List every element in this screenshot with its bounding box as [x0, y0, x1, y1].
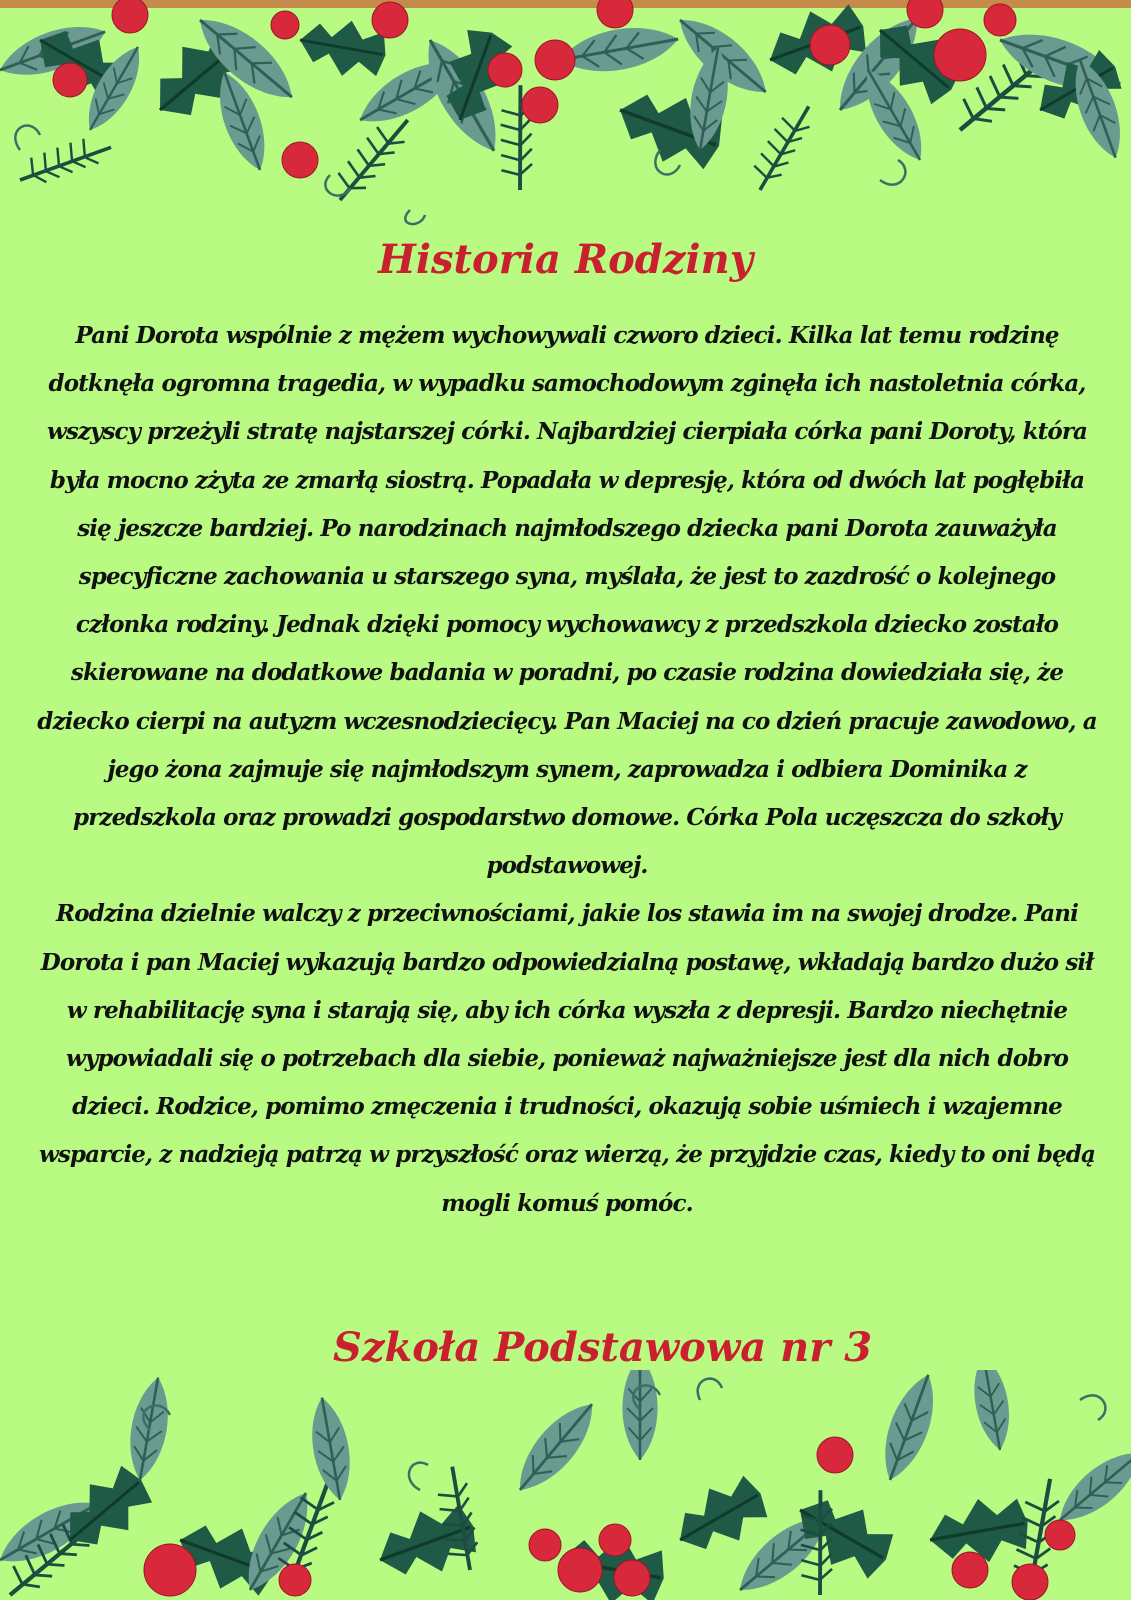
- document-body: [36, 312, 1098, 1228]
- paragraph-1: Pani Dorota wspólnie z mężem wychowywali czworo dzieci. Kilka lat temu rodzinę dotknęła ogromna tragedia, w wypadku samochodowym zginęła ich nastoletnia córka, wszyscy przeżyli stratę najstarszej córki. Najbardziej cierpiała córka pani Doroty, która była mocno zżyta ze zmarłą siostrą. Popadała w depresję, która od dwóch lat pogłębiła się jeszcze bardziej. Po narodzinach najmłodszego dziecka pani Dorota zauważyła specyficzne zachowania u starszego syna, myślała, że jest to zazdrość o kolejnego członka rodziny. Jednak dzięki pomocy wychowawcy z przedszkola dziecko zostało skierowane na dodatkowe badania w poradni, po czasie rodzina dowiedziała się, że dziecko cierpi na autyzm wczesnodziecięcy. Pan Maciej na co dzień pracuje zawodowo, a jego żona zajmuje się najmłodszym synem, zaprowadza i odbiera Dominika z przedszkola oraz prowadzi gospodarstwo domowe. Córka Pola uczęszcza do szkoły podstawowej.: [37, 322, 1097, 880]
- paragraph-2: Rodzina dzielnie walczy z przeciwnościami, jakie los stawia im na swojej drodze. Pani Dorota i pan Maciej wykazują bardzo odpowiedzialną postawę, wkładają bardzo dużo sił w rehabilitację syna i starają się, aby ich córka wyszła z depresji. Bardzo niechętnie wypowiadali się o potrzebach dla siebie, ponieważ najważniejsze jest dla nich dobro dzieci. Rodzice, pomimo zmęczenia i trudności, okazują sobie uśmiech i wzajemne wsparcie, z nadzieją patrzą w przyszłość oraz wierzą, że przyjdzie czas, kiedy to oni będą mogli komuś pomóc.: [38, 900, 1095, 1217]
- document-title: Historia Rodziny: [378, 236, 753, 283]
- holly-bottom-border-icon: [0, 1370, 1131, 1600]
- holly-top-border-icon: [0, 0, 1131, 230]
- school-signature: Szkoła Podstawowa nr 3: [332, 1324, 873, 1371]
